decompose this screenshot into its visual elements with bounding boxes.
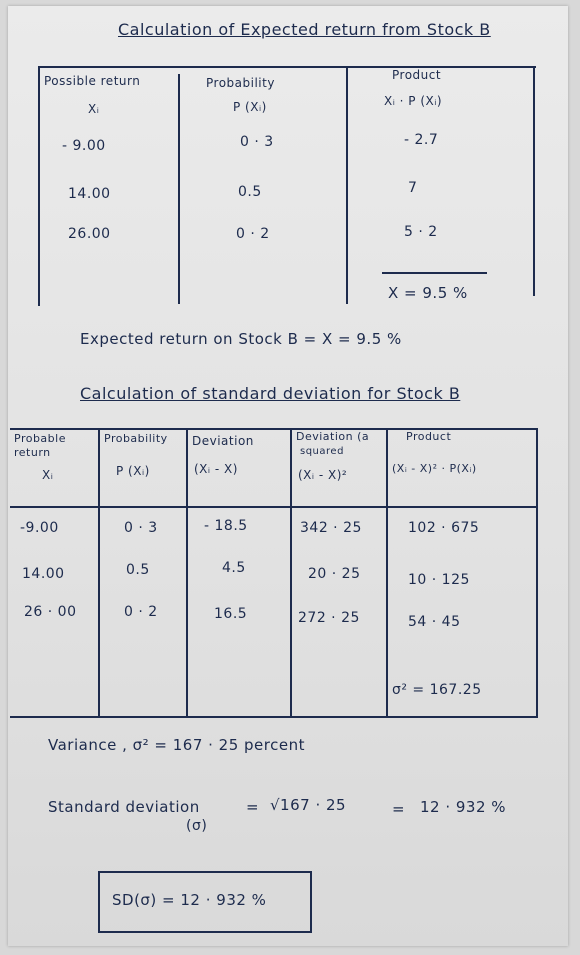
table1-total-rule [382, 272, 487, 274]
table2-divider-1 [98, 428, 100, 718]
header-xi-pxi: Xᵢ · P (Xᵢ) [384, 94, 443, 108]
t2-r3-c4: 272 · 25 [298, 610, 360, 626]
table2-right-border [536, 428, 538, 718]
t2-r2-c3: 4.5 [222, 560, 246, 576]
title-expected-return: Calculation of Expected return from Stock B [118, 20, 491, 39]
t1-r3-c1: 26.00 [68, 226, 111, 242]
header-possible-return: Possible return [44, 74, 141, 88]
table2-top-border [10, 428, 538, 430]
notebook-page [8, 6, 568, 946]
t1-r2-c3: 7 [408, 180, 418, 196]
t1-r1-c3: - 2.7 [404, 132, 439, 148]
header-probability: Probability [206, 76, 275, 90]
sd-symbol: (σ) [186, 818, 208, 834]
t2-header-product: Product [406, 430, 452, 443]
t2-r2-c5: 10 · 125 [408, 572, 470, 588]
header-pxi: P (Xᵢ) [233, 100, 267, 114]
sd-equals: = [246, 798, 260, 816]
t1-r3-c3: 5 · 2 [404, 224, 438, 240]
t2-header-product-formula: (Xᵢ - X)² · P(Xᵢ) [392, 462, 477, 475]
t2-header-squared: squared [300, 446, 344, 457]
t1-total: X = 9.5 % [388, 284, 468, 302]
t2-header-probability: Probability [104, 432, 168, 445]
t2-r3-c2: 0 · 2 [124, 604, 158, 620]
t2-r1-c2: 0 · 3 [124, 520, 158, 536]
table2-bottom-border [10, 716, 538, 718]
t2-r3-c1: 26 · 00 [24, 604, 77, 620]
t2-r1-c3: - 18.5 [204, 518, 248, 534]
sd-result: 12 · 932 % [420, 798, 507, 816]
t2-header-probable: Probable [14, 432, 66, 445]
title-standard-deviation: Calculation of standard deviation for Stock B [80, 384, 461, 403]
t2-header-return: return [14, 446, 51, 459]
t2-header-xi-minus-x: (Xᵢ - X) [194, 462, 238, 476]
t2-r2-c2: 0.5 [126, 562, 150, 578]
table1-left-border [38, 66, 40, 306]
t2-r2-c1: 14.00 [22, 566, 65, 582]
table2-header-rule [10, 506, 538, 508]
variance-statement: Variance , σ² = 167 · 25 percent [48, 736, 305, 754]
t1-r1-c2: 0 · 3 [240, 134, 274, 150]
table1-divider-2 [346, 68, 348, 304]
t2-header-xi: Xᵢ [42, 468, 54, 482]
t2-header-deviation-a: Deviation (a [296, 430, 370, 443]
table1-divider-1 [178, 74, 180, 304]
t2-r1-c1: -9.00 [20, 520, 59, 536]
header-xi: Xᵢ [88, 102, 100, 116]
sd-label: Standard deviation [48, 798, 200, 816]
t2-header-deviation: Deviation [192, 434, 254, 448]
table2-divider-4 [386, 428, 388, 718]
final-answer-text: SD(σ) = 12 · 932 % [112, 891, 267, 909]
t1-r3-c2: 0 · 2 [236, 226, 270, 242]
t2-total-variance: σ² = 167.25 [392, 682, 482, 698]
t1-r2-c1: 14.00 [68, 186, 111, 202]
t1-r2-c2: 0.5 [238, 184, 262, 200]
sd-square-root: √167 · 25 [270, 796, 347, 814]
sd-equals-2: = [392, 800, 406, 818]
header-product: Product [392, 68, 442, 82]
t2-header-deviation-sq: (Xᵢ - X)² [298, 468, 348, 482]
t2-r1-c5: 102 · 675 [408, 520, 480, 536]
table2-divider-3 [290, 428, 292, 718]
t2-r2-c4: 20 · 25 [308, 566, 361, 582]
t2-r3-c5: 54 · 45 [408, 614, 461, 630]
t2-r1-c4: 342 · 25 [300, 520, 362, 536]
t2-header-pxi: P (Xᵢ) [116, 464, 150, 478]
t2-r3-c3: 16.5 [214, 606, 248, 622]
final-answer-box [98, 871, 312, 933]
t1-r1-c1: - 9.00 [62, 138, 106, 154]
expected-return-statement: Expected return on Stock B = X = 9.5 % [80, 330, 402, 348]
table1-right-border [533, 66, 535, 296]
table1-top-border [38, 66, 536, 68]
table2-divider-2 [186, 428, 188, 718]
